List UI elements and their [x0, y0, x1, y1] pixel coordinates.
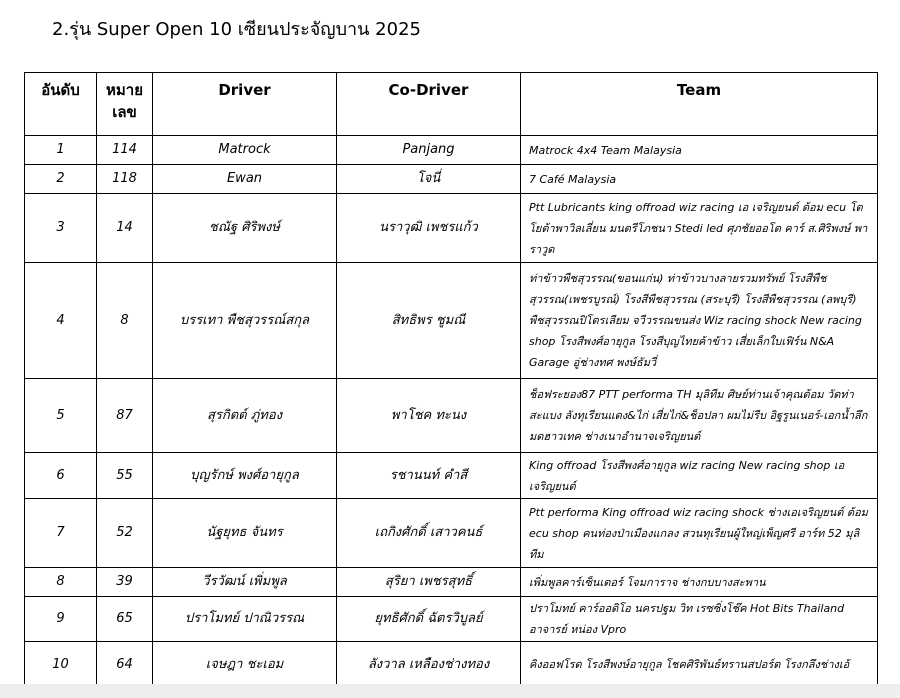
number-cell: 52	[97, 499, 153, 568]
page-heading: 2.รุ่น Super Open 10 เซียนประจัญบาน 2025	[52, 19, 421, 40]
rank-cell: 2	[25, 165, 97, 194]
table-row	[25, 499, 878, 568]
number-cell: 55	[97, 453, 153, 499]
header-rank: อันดับ	[25, 73, 97, 136]
table-row	[25, 379, 878, 453]
driver-cell: วีรวัฒน์ เพิ่มพูล	[153, 568, 337, 597]
table-row	[25, 642, 878, 688]
codriver-cell: ยุทธิศักดิ์ ฉัตรวิบูลย์	[337, 597, 521, 642]
driver-cell: บุญรักษ์ พงศ์อายุกูล	[153, 453, 337, 499]
driver-cell: สุรกิตต์ ภู่ทอง	[153, 379, 337, 453]
results-table	[24, 72, 878, 688]
team-cell: ท่าข้าวพืชสุวรรณ(ขอนแก่น) ท่าข้าวบางลายรวมทรัพย์ โรงสีพืชสุวรรณ(เพชรบูรณ์) โรงสีพืชสุวรรณ (สระบุรี) โรงสีพืชสุวรรณ (ลพบุรี) พืชสุวรรณปิโตรเลียม จวีวรรณขนส่ง Wiz racing shock New racing shop โรงสีพงศ์อายุกูล โรงสีบุญไทยค้าข้าว เสี่ยเล็กใบเฟิร์น N&A Garage อู่ช่างทศ พงษ์ธัมวี่	[521, 263, 878, 379]
driver-cell: ปราโมทย์ ปาณิวรรณ	[153, 597, 337, 642]
number-cell: 14	[97, 194, 153, 263]
number-cell: 8	[97, 263, 153, 379]
number-cell: 64	[97, 642, 153, 688]
rank-cell: 8	[25, 568, 97, 597]
rank-cell: 3	[25, 194, 97, 263]
codriver-cell: เถกิงศักดิ์ เสาวคนธ์	[337, 499, 521, 568]
rank-cell: 9	[25, 597, 97, 642]
rank-cell: 10	[25, 642, 97, 688]
number-cell: 39	[97, 568, 153, 597]
number-cell: 87	[97, 379, 153, 453]
codriver-cell: สิทธิพร ชูมณี	[337, 263, 521, 379]
team-cell: 7 Café Malaysia	[521, 165, 878, 194]
rank-cell: 6	[25, 453, 97, 499]
table-row	[25, 597, 878, 642]
codriver-cell: สุริยา เพชรสุทธิ์	[337, 568, 521, 597]
team-cell: Ptt Lubricants king offroad wiz racing เอ เจริญยนต์ ต้อม ecu โตโยต้าพาวิลเลี่ยน มนตรีโภชนา Stedi led ศุภชัยออโต คาร์ ส.ศิริพงษ์ พาราวูด	[521, 194, 878, 263]
team-cell: King offroad โรงสีพงศ์อายุกูล wiz racing New racing shop เอ เจริญยนต์	[521, 453, 878, 499]
rank-cell: 7	[25, 499, 97, 568]
table-row	[25, 568, 878, 597]
header-number: หมาย เลข	[97, 73, 153, 136]
team-cell: ช็อฟระยอง87 PTT performa TH มุลิทีม ศิษย์ท่านเจ้าคุณต้อม วัดท่าสะแบง ลังทุเรียนแดง&ไก่ เสี่ยไก่&ช็อปลา ผมไม่รีบ อิฐรูนเนอร์-เอกน้ำลึก มดฮาวเทค ช่างเนาอำนาจเจริญยนต์	[521, 379, 878, 453]
table-row	[25, 453, 878, 499]
rank-cell: 1	[25, 136, 97, 165]
number-cell: 118	[97, 165, 153, 194]
table-row	[25, 165, 878, 194]
header-team: Team	[521, 73, 878, 136]
team-cell: Matrock 4x4 Team Malaysia	[521, 136, 878, 165]
header-row	[25, 73, 878, 136]
number-cell: 65	[97, 597, 153, 642]
driver-cell: ชณัฐ ศิริพงษ์	[153, 194, 337, 263]
driver-cell: เจษฎา ชะเอม	[153, 642, 337, 688]
table-row	[25, 136, 878, 165]
number-cell: 114	[97, 136, 153, 165]
team-cell: Ptt performa King offroad wiz racing shock ช่างเอเจริญยนต์ ต้อม ecu shop คนท่องป่าเมืองแกลง สวนทุเรียนผู้ใหญ่เพ็ญศรี อาร์ท 52 มุลิทีม	[521, 499, 878, 568]
codriver-cell: นราวุฒิ เพชรแก้ว	[337, 194, 521, 263]
rank-cell: 5	[25, 379, 97, 453]
team-cell: เพิ่มพูลคาร์เซ็นเตอร์ โจมการาจ ช่างกบบางสะพาน	[521, 568, 878, 597]
codriver-cell: พาโชค ทะนง	[337, 379, 521, 453]
codriver-cell: โจนี่	[337, 165, 521, 194]
codriver-cell: รชานนท์ คำสี	[337, 453, 521, 499]
header-codriver: Co-Driver	[337, 73, 521, 136]
driver-cell: Ewan	[153, 165, 337, 194]
team-cell: คิงออฟโรด โรงสีพงษ์อายุกูล โชคศิริพันธ์ทรานสปอร์ต โรงกลึงช่างเอ้	[521, 642, 878, 688]
codriver-cell: ลังวาล เหลืองช่างทอง	[337, 642, 521, 688]
driver-cell: บรรเทา พืชสุวรรณ์สกุล	[153, 263, 337, 379]
team-cell: ปราโมทย์ คาร์ออดิโอ นครปฐม วิท เรซซิ่งโช๊ค Hot Bits Thailand อาจารย์ หน่อง Vpro	[521, 597, 878, 642]
rank-cell: 4	[25, 263, 97, 379]
table-row	[25, 263, 878, 379]
table-row	[25, 194, 878, 263]
page-bottom-edge	[0, 684, 900, 698]
header-driver: Driver	[153, 73, 337, 136]
driver-cell: Matrock	[153, 136, 337, 165]
codriver-cell: Panjang	[337, 136, 521, 165]
driver-cell: นัฐยุทธ จันทร	[153, 499, 337, 568]
